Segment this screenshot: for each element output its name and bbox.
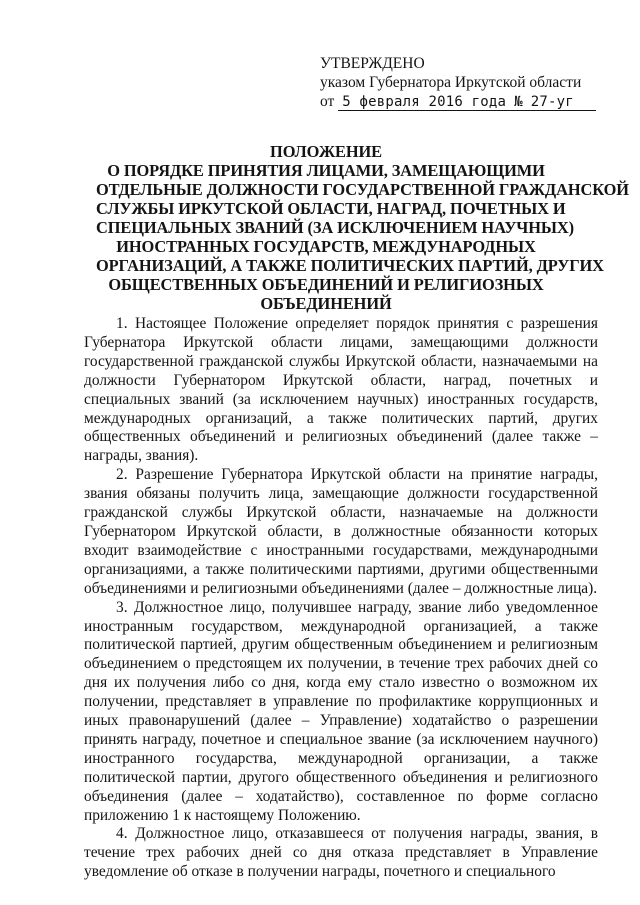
approval-date: 5 февраля 2016 года	[338, 94, 510, 111]
paragraph-3: 3. Должностное лицо, получившее награду, звание либо уведомленное иностранным государством, международной организацией, а также политической партией, другим общественным объединением и религиозным объединением о предстоящем их получении, в течение трех рабочих дней со дня их получения либо со дня, когда ему стало известно о возможном их получении, представляет в управление по профилактике коррупционных и иных правонарушений (далее – Управление) ходатайство о разрешении принять награду, почетное и специальное звание (за исключением научного) иностранного государства, международной организации, а также политической партии, другого общественного объединения и религиозного объединения (далее – ходатайство), составленное по форме согласно приложению 1 к настоящему Положению.	[84, 598, 598, 824]
heading-line: ОБЩЕСТВЕННЫХ ОБЪЕДИНЕНИЙ И РЕЛИГИОЗНЫХ	[108, 275, 544, 294]
approval-number: 27-уг	[527, 94, 596, 111]
approval-title: УТВЕРЖДЕНО	[320, 55, 425, 72]
heading-line: СПЕЦИАЛЬНЫХ ЗВАНИЙ (ЗА ИСКЛЮЧЕНИЕМ НАУЧНЫХ)	[96, 218, 574, 237]
approval-stamp	[320, 54, 596, 112]
paragraph-2: 2. Разрешение Губернатора Иркутской области на принятие награды, звания обязаны получить лица, замещающие должности государственной гражданской службы Иркутской области, назначаемые на должности Губернатором Иркутской области, в должностные обязанности которых входит взаимодействие с иностранными государствами, международными организациями, а также политическими партиями, другими общественными объединениями и религиозными объединениями (далее – должностные лица).	[84, 466, 598, 597]
heading-line: ПОЛОЖЕНИЕ	[270, 142, 382, 161]
document-body	[84, 315, 598, 882]
heading-line: ИНОСТРАННЫХ ГОСУДАРСТВ, МЕЖДУНАРОДНЫХ	[116, 237, 536, 256]
heading-line: ОРГАНИЗАЦИЙ, А ТАКЖЕ ПОЛИТИЧЕСКИХ ПАРТИЙ, ДРУГИХ	[96, 256, 604, 275]
heading-line: ОТДЕЛЬНЫЕ ДОЛЖНОСТИ ГОСУДАРСТВЕННОЙ ГРАЖДАНСКОЙ	[96, 180, 629, 199]
paragraph-4: 4. Должностное лицо, отказавшееся от получения награды, звания, в течение трех рабочих дней со дня отказа представляет в Управление уведомление об отказе в получении награды, почетного и специального	[84, 825, 598, 881]
document-heading	[96, 142, 629, 313]
heading-line: СЛУЖБЫ ИРКУТСКОЙ ОБЛАСТИ, НАГРАД, ПОЧЕТНЫХ И	[96, 199, 566, 218]
approval-date-line	[320, 92, 596, 112]
approval-decree-line: указом Губернатора Иркутской области	[320, 74, 582, 91]
heading-line: О ПОРЯДКЕ ПРИНЯТИЯ ЛИЦАМИ, ЗАМЕЩАЮЩИМИ	[107, 161, 545, 180]
heading-line: ОБЪЕДИНЕНИЙ	[260, 294, 392, 313]
paragraph-1: 1. Настоящее Положение определяет порядок принятия с разрешения Губернатора Иркутской области лицами, замещающими должности государственной гражданской службы Иркутской области, назначаемыми на должности Губернатором Иркутской области, наград, почетных и специальных званий (за исключением научных) иностранных государств, международных организаций, а также политических партий, других общественных объединений и религиозных объединений (далее также – награды, звания).	[84, 315, 598, 465]
approval-from-label: от	[320, 93, 335, 110]
approval-number-sign: №	[510, 94, 527, 111]
